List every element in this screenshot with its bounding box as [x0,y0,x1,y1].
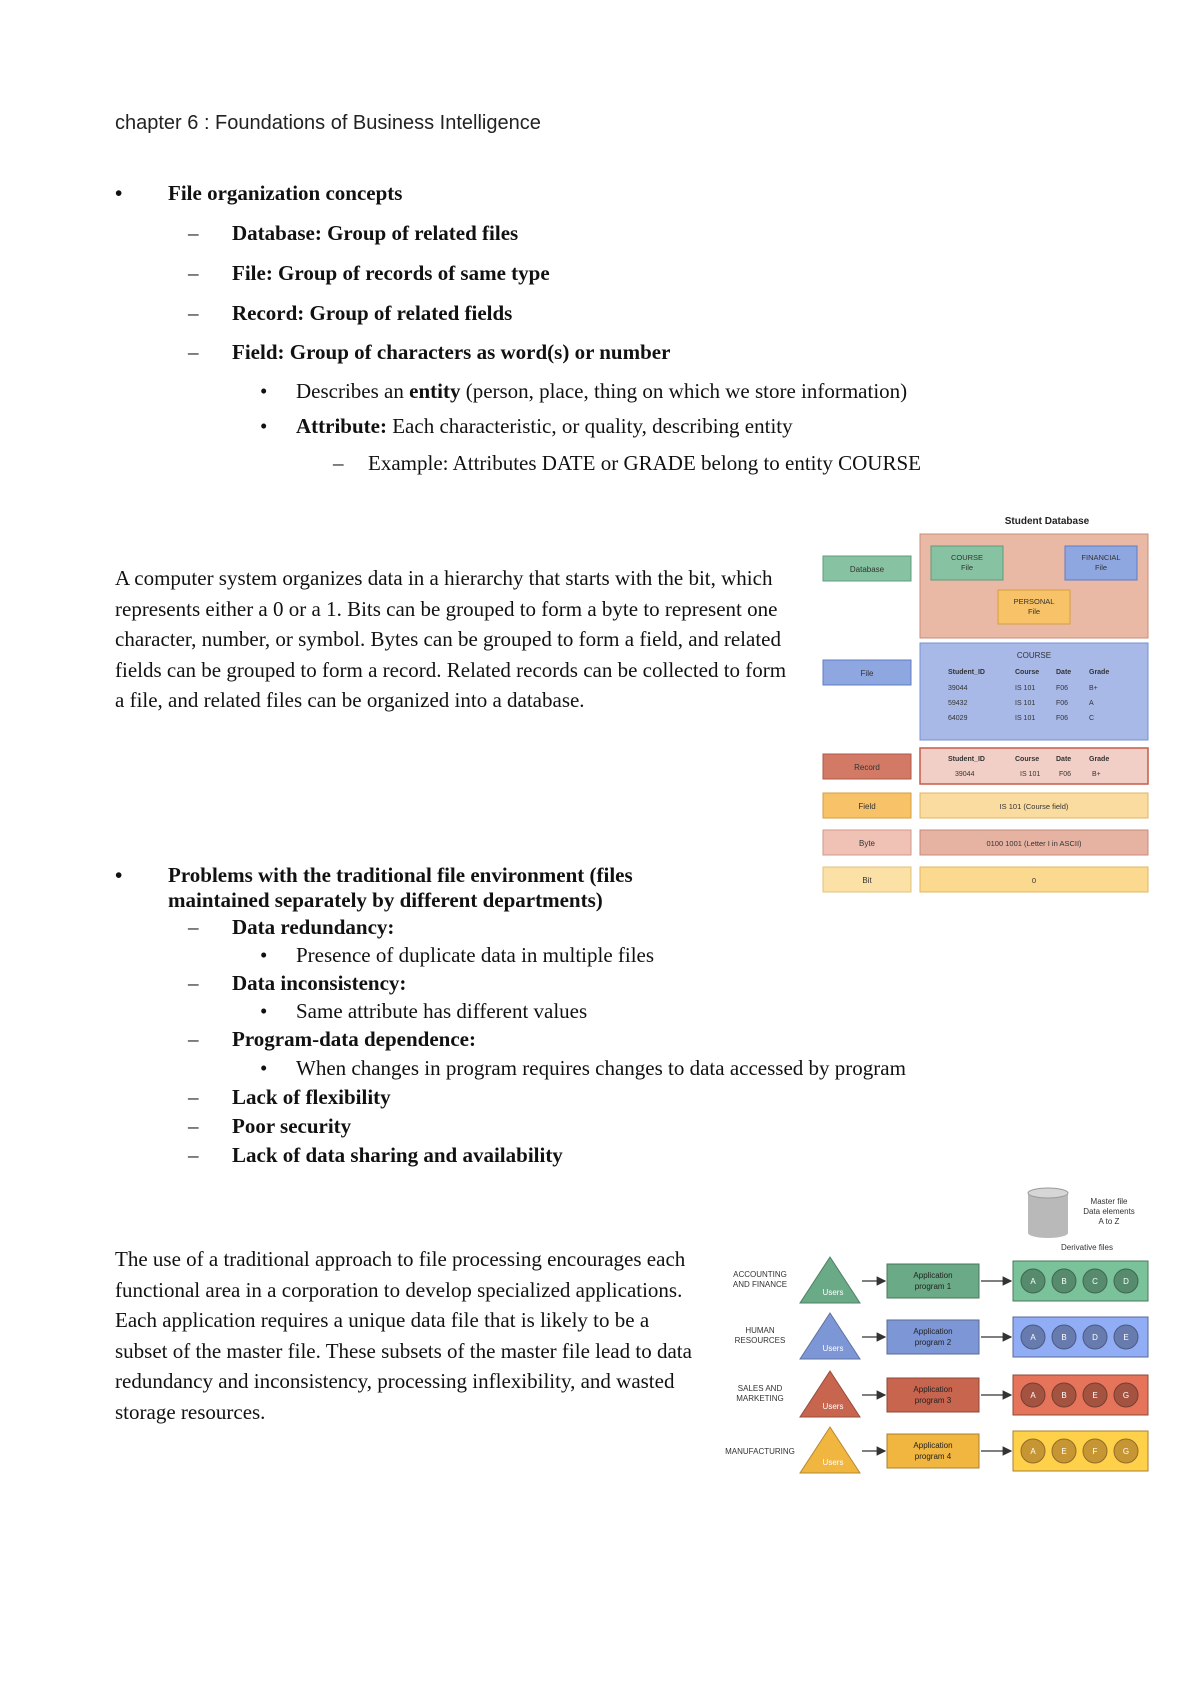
record-box [920,748,1148,784]
column-header: Date [1056,669,1072,676]
list-item: Lack of data sharing and availability [232,1143,563,1167]
table-cell: 64029 [948,715,968,722]
table-cell: C [1089,715,1095,722]
column-header: Date [1056,756,1072,763]
section2-heading-line2: maintained separately by different departments) [168,888,603,912]
derivative-files-label: Derivative files [1060,1243,1114,1252]
text-run-bold: entity [409,379,461,403]
level-text: Database [849,565,885,574]
table-cell: IS 101 [1020,771,1041,778]
file-title: COURSE [1016,651,1052,660]
data-element-letter: B [1061,1333,1067,1342]
box-text: File [1027,607,1041,616]
master-file-label: Master file [1090,1197,1128,1206]
box-text: 0 [1031,876,1037,885]
application-label: program 2 [914,1338,952,1347]
text-run: Describes an [296,379,410,403]
figure-title: Student Database [1004,516,1090,527]
list-item: Program-data dependence: [232,1027,476,1051]
byte-box [920,830,1148,855]
bullet-dot: • [260,414,268,438]
level-label-bit [823,867,911,892]
department-label: SALES AND [737,1384,783,1393]
table-cell: F06 [1056,715,1069,722]
application-box [887,1320,979,1354]
level-text: Bit [862,876,872,885]
application-box [887,1434,979,1468]
department-label: MARKETING [736,1394,784,1403]
table-cell: A [1089,700,1094,707]
list-subitem: Same attribute has different values [296,999,588,1023]
list-subitem: Presence of duplicate data in multiple files [296,943,655,967]
application-label: Application [913,1441,953,1450]
data-element-letter: B [1061,1391,1067,1400]
data-element-letter: A [1030,1391,1036,1400]
field-box [920,793,1148,818]
list-item-attribute [296,414,793,439]
list-item: Data inconsistency: [232,971,407,995]
data-hierarchy-figure [815,510,1155,898]
department-row [725,1427,1148,1473]
bullet-dot: • [260,999,268,1023]
department-label: ACCOUNTING [733,1270,787,1279]
table-cell: 39044 [955,771,975,778]
personal-file-box [998,590,1070,624]
level-label-file [823,660,911,685]
financial-file-box [1065,546,1137,580]
department-row [733,1257,1148,1303]
data-element-letter: F [1092,1447,1098,1456]
bullet-dot: • [115,181,123,205]
level-label-record [823,754,911,779]
application-box [887,1378,979,1412]
data-element-letter: G [1122,1391,1130,1400]
table-cell: IS 101 [1015,685,1036,692]
column-header: Student_ID [948,756,985,763]
level-text: Byte [858,839,876,848]
level-text: File [860,669,874,678]
users-label: Users [822,1344,844,1353]
data-element-letter: E [1123,1333,1129,1342]
level-text: Field [858,802,876,811]
department-label: MANUFACTURING [725,1447,795,1456]
box-text: PERSONAL [1013,597,1055,606]
list-item: File: Group of records of same type [232,261,550,285]
page-title: chapter 6 : Foundations of Business Intelligence [115,112,541,134]
paragraph-traditional-files: The use of a traditional approach to file processing encourages each functional area in a corporation to develop specialized applications. Each application requires a unique data file that is likely to be a subset of the master file. These subsets of the master file lead to data redundancy and inconsistency, processing inflexibility, and wasted storage resources. [115,1247,692,1424]
master-file-label: A to Z [1098,1217,1120,1226]
list-subitem: When changes in program requires changes to data accessed by program [296,1056,906,1080]
data-element-letter: D [1092,1333,1098,1342]
department-label: AND FINANCE [732,1280,788,1289]
level-text: Record [854,763,880,772]
dash-marker: – [188,261,199,285]
bullet-dot: • [115,863,123,887]
dash-marker: – [333,451,344,475]
dash-marker: – [188,971,199,995]
application-label: program 1 [914,1282,952,1291]
box-text: 0100 1001 (Letter I in ASCII) [986,839,1082,848]
users-label: Users [822,1402,844,1411]
paragraph-data-hierarchy: A computer system organizes data in a hierarchy that starts with the bit, which represents either a 0 or a 1. Bits can be grouped to form a byte to represent one character, number, or symbol. Bytes can be grouped to form a field, and related fields can be grouped to form a record. Related records can be collected to form a file, and related files can be organized into a database. [115,566,787,712]
data-element-letter: D [1123,1277,1129,1286]
text-run: Each characteristic, or quality, describing entity [386,414,793,438]
application-label: program 4 [914,1452,952,1461]
dash-marker: – [188,1143,199,1167]
department-row [735,1313,1148,1359]
application-label: Application [913,1385,953,1394]
table-cell: F06 [1056,700,1069,707]
box-text: IS 101 (Course field) [999,802,1069,811]
traditional-file-figure [715,1185,1155,1480]
text-run: (person, place, thing on which we store information) [460,379,908,403]
department-label: HUMAN [745,1326,775,1335]
data-element-letter: A [1030,1277,1036,1286]
section2-heading-line1: Problems with the traditional file environment (files [168,863,633,887]
bullet-dot: • [260,379,268,403]
bit-box [920,867,1148,892]
text-run-bold: Attribute: [296,414,387,438]
department-label: RESOURCES [734,1336,786,1345]
table-cell: 59432 [948,700,968,707]
bullet-dot: • [260,1056,268,1080]
dash-marker: – [188,1085,199,1109]
column-header: Grade [1089,669,1110,676]
box-text: FINANCIAL [1081,553,1121,562]
department-row [736,1371,1148,1417]
data-element-letter: G [1122,1447,1130,1456]
section1-heading: File organization concepts [168,181,403,205]
table-cell: 39044 [948,685,968,692]
dash-marker: – [188,1027,199,1051]
table-cell: B+ [1092,771,1101,778]
box-text: File [1094,563,1108,572]
table-cell: IS 101 [1015,700,1036,707]
dash-marker: – [188,915,199,939]
department-rows [725,1257,1148,1473]
list-item: Record: Group of related fields [232,301,513,325]
level-label-field [823,793,911,818]
dash-marker: – [188,340,199,364]
column-header: Grade [1089,756,1110,763]
list-item-entity [296,379,907,404]
list-item: Data redundancy: [232,915,395,939]
box-text: File [960,563,974,572]
dash-marker: – [188,221,199,245]
box-text: COURSE [950,553,984,562]
dash-marker: – [188,301,199,325]
course-file-box [931,546,1003,580]
column-header: Course [1015,756,1040,763]
column-header: Course [1015,669,1040,676]
table-cell: F06 [1059,771,1072,778]
application-label: Application [913,1271,953,1280]
users-label: Users [822,1288,844,1297]
data-element-letter: B [1061,1277,1067,1286]
dash-marker: – [188,1114,199,1138]
data-element-letter: E [1061,1447,1067,1456]
list-item: Lack of flexibility [232,1085,391,1109]
users-label: Users [822,1458,844,1467]
list-item: Database: Group of related files [232,221,519,245]
table-cell: F06 [1056,685,1069,692]
data-element-letter: E [1092,1391,1098,1400]
application-box [887,1264,979,1298]
table-cell: B+ [1089,685,1098,692]
level-label-database [823,556,911,581]
list-item: Field: Group of characters as word(s) or number [232,340,671,364]
list-item: Poor security [232,1114,352,1138]
data-element-letter: A [1030,1447,1036,1456]
level-label-byte [823,830,911,855]
application-label: Application [913,1327,953,1336]
table-cell: IS 101 [1015,715,1036,722]
application-label: program 3 [914,1396,952,1405]
master-file-cylinder-icon [1028,1188,1068,1238]
list-item-example: Example: Attributes DATE or GRADE belong to entity COURSE [368,451,921,475]
data-element-letter: A [1030,1333,1036,1342]
bullet-dot: • [260,943,268,967]
data-element-letter: C [1092,1277,1098,1286]
column-header: Student_ID [948,669,985,676]
master-file-label: Data elements [1083,1207,1135,1216]
